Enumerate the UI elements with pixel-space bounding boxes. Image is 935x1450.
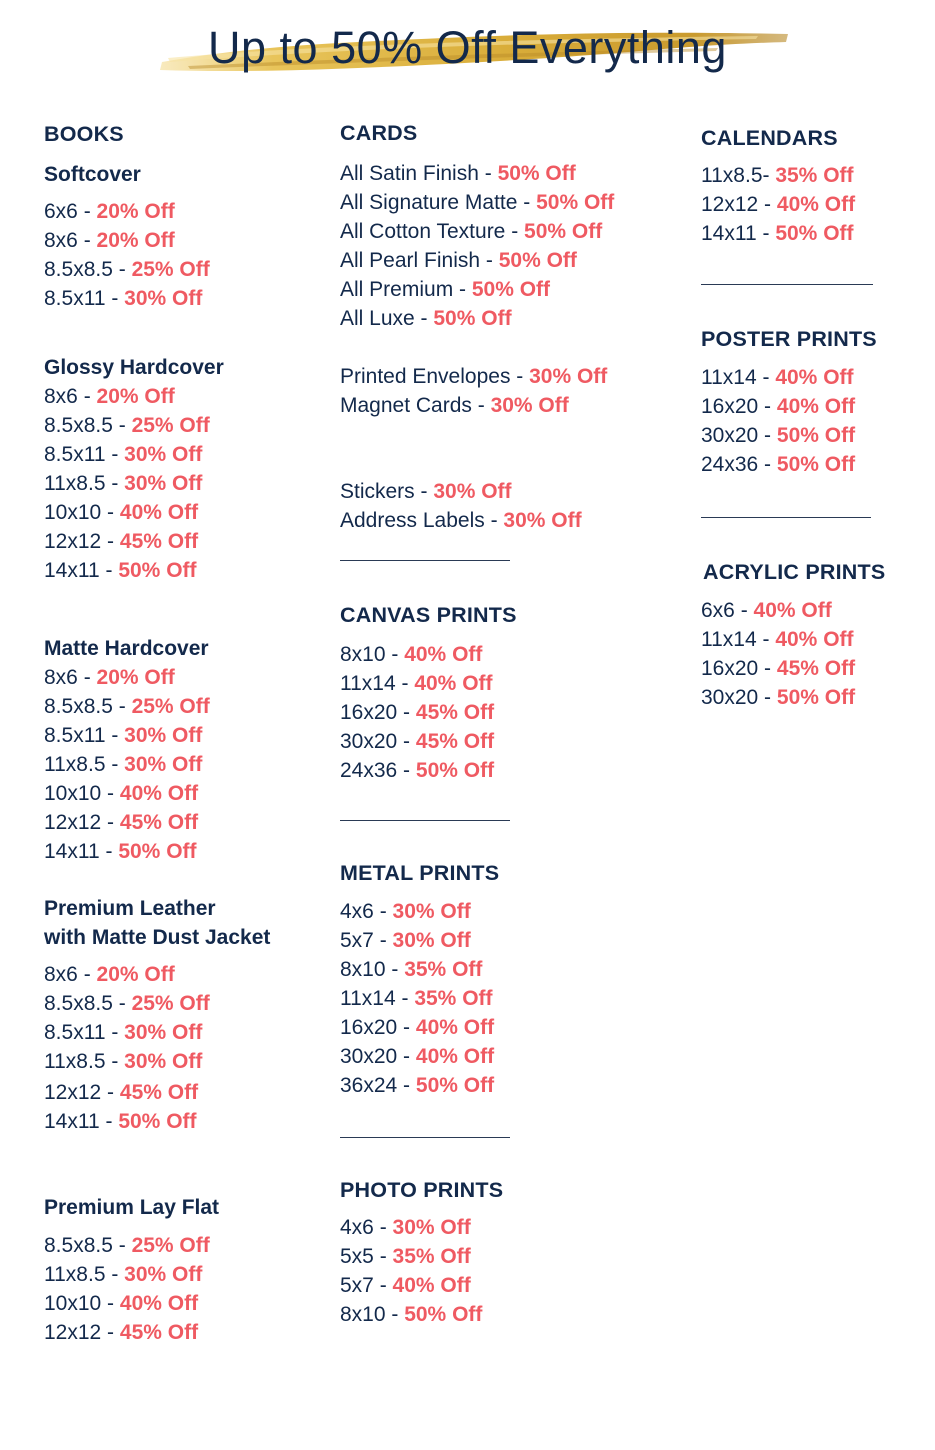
premium-lay-flat-list	[44, 1231, 324, 1347]
softcover-item: 8x6 - 20% Off	[44, 229, 175, 252]
cards-item: All Cotton Texture - 50% Off	[340, 220, 603, 243]
poster-prints-list	[701, 363, 926, 479]
divider	[340, 1137, 510, 1138]
layflat-item: 10x10 - 40% Off	[44, 1292, 199, 1315]
glossy-item: 11x8.5 - 30% Off	[44, 472, 203, 495]
poster-item: 16x20 - 40% Off	[701, 395, 856, 418]
softcover-item: 8.5x11 - 30% Off	[44, 287, 203, 310]
divider	[340, 560, 510, 561]
cards-item: All Luxe - 50% Off	[340, 307, 512, 330]
glossy-hardcover-heading: Glossy Hardcover	[44, 356, 224, 379]
layflat-item: 11x8.5 - 30% Off	[44, 1263, 203, 1286]
leather-item: 11x8.5 - 30% Off	[44, 1050, 203, 1073]
cards-labels-list	[340, 477, 680, 535]
metal-prints-heading: METAL PRINTS	[340, 861, 500, 885]
cards-item: All Pearl Finish - 50% Off	[340, 249, 577, 272]
premium-leather-list	[44, 960, 324, 1136]
leather-item: 14x11 - 50% Off	[44, 1110, 197, 1133]
photo-prints-heading: PHOTO PRINTS	[340, 1178, 504, 1202]
softcover-item: 6x6 - 20% Off	[44, 200, 175, 223]
matte-item: 14x11 - 50% Off	[44, 840, 197, 863]
canvas-item: 8x10 - 40% Off	[340, 643, 483, 666]
softcover-heading: Softcover	[44, 163, 141, 186]
cards-label-item: Stickers - 30% Off	[340, 480, 512, 503]
canvas-item: 24x36 - 50% Off	[340, 759, 495, 782]
calendars-item: 11x8.5- 35% Off	[701, 164, 854, 187]
poster-item: 24x36 - 50% Off	[701, 453, 856, 476]
photo-item: 4x6 - 30% Off	[340, 1216, 471, 1239]
matte-item: 10x10 - 40% Off	[44, 782, 199, 805]
photo-item: 5x5 - 35% Off	[340, 1245, 471, 1268]
metal-item: 16x20 - 40% Off	[340, 1016, 495, 1039]
poster-prints-heading: POSTER PRINTS	[701, 327, 877, 351]
divider	[701, 284, 873, 285]
books-heading: BOOKS	[44, 122, 124, 146]
glossy-item: 10x10 - 40% Off	[44, 501, 199, 524]
softcover-item: 8.5x8.5 - 25% Off	[44, 258, 210, 281]
poster-item: 30x20 - 50% Off	[701, 424, 856, 447]
glossy-item: 8.5x8.5 - 25% Off	[44, 414, 210, 437]
canvas-prints-heading: CANVAS PRINTS	[340, 603, 517, 627]
metal-item: 8x10 - 35% Off	[340, 958, 483, 981]
cards-item: All Satin Finish - 50% Off	[340, 162, 576, 185]
metal-item: 11x14 - 35% Off	[340, 987, 493, 1010]
calendars-prints-column	[701, 124, 926, 712]
banner-title: Up to 50% Off Everything	[208, 22, 727, 73]
banner	[0, 0, 935, 100]
books-column	[44, 120, 324, 1347]
matte-hardcover-list	[44, 663, 324, 866]
cards-prints-column	[340, 119, 680, 1329]
canvas-item: 16x20 - 45% Off	[340, 701, 495, 724]
acrylic-item: 11x14 - 40% Off	[701, 628, 854, 651]
cards-extra-item: Printed Envelopes - 30% Off	[340, 365, 608, 388]
matte-item: 8.5x8.5 - 25% Off	[44, 695, 210, 718]
metal-item: 36x24 - 50% Off	[340, 1074, 495, 1097]
glossy-item: 8.5x11 - 30% Off	[44, 443, 203, 466]
cards-extras-list	[340, 362, 680, 420]
acrylic-prints-heading: ACRYLIC PRINTS	[703, 560, 886, 584]
canvas-item: 30x20 - 45% Off	[340, 730, 495, 753]
cards-item: All Signature Matte - 50% Off	[340, 191, 615, 214]
matte-item: 8x6 - 20% Off	[44, 666, 175, 689]
leather-item: 8.5x8.5 - 25% Off	[44, 992, 210, 1015]
cards-heading: CARDS	[340, 121, 418, 145]
matte-item: 12x12 - 45% Off	[44, 811, 199, 834]
cards-extra-item: Magnet Cards - 30% Off	[340, 394, 569, 417]
poster-item: 11x14 - 40% Off	[701, 366, 854, 389]
acrylic-item: 30x20 - 50% Off	[701, 686, 856, 709]
matte-item: 11x8.5 - 30% Off	[44, 753, 203, 776]
photo-prints-list	[340, 1213, 680, 1329]
matte-item: 8.5x11 - 30% Off	[44, 724, 203, 747]
acrylic-item: 6x6 - 40% Off	[701, 599, 832, 622]
premium-lay-flat-heading: Premium Lay Flat	[44, 1196, 220, 1219]
cards-label-item: Address Labels - 30% Off	[340, 509, 582, 532]
metal-item: 5x7 - 30% Off	[340, 929, 471, 952]
glossy-item: 12x12 - 45% Off	[44, 530, 199, 553]
calendars-heading: CALENDARS	[701, 126, 838, 150]
photo-item: 5x7 - 40% Off	[340, 1274, 471, 1297]
leather-item: 12x12 - 45% Off	[44, 1081, 199, 1104]
acrylic-item: 16x20 - 45% Off	[701, 657, 856, 680]
softcover-list	[44, 197, 324, 313]
canvas-prints-list	[340, 640, 680, 785]
cards-item: All Premium - 50% Off	[340, 278, 551, 301]
cards-finishes-list	[340, 159, 680, 333]
acrylic-prints-list	[701, 596, 926, 712]
glossy-item: 8x6 - 20% Off	[44, 385, 175, 408]
canvas-item: 11x14 - 40% Off	[340, 672, 493, 695]
metal-item: 4x6 - 30% Off	[340, 900, 471, 923]
calendars-item: 14x11 - 50% Off	[701, 222, 854, 245]
glossy-item: 14x11 - 50% Off	[44, 559, 197, 582]
matte-hardcover-heading: Matte Hardcover	[44, 637, 209, 660]
premium-leather-heading: Premium Leather with Matte Dust Jacket	[44, 897, 271, 949]
divider	[340, 820, 510, 821]
glossy-hardcover-list	[44, 382, 324, 585]
calendars-item: 12x12 - 40% Off	[701, 193, 856, 216]
leather-item: 8x6 - 20% Off	[44, 963, 175, 986]
divider	[701, 517, 871, 518]
metal-item: 30x20 - 40% Off	[340, 1045, 495, 1068]
metal-prints-list	[340, 897, 680, 1100]
calendars-list	[701, 161, 926, 248]
leather-item: 8.5x11 - 30% Off	[44, 1021, 203, 1044]
layflat-item: 8.5x8.5 - 25% Off	[44, 1234, 210, 1257]
photo-item: 8x10 - 50% Off	[340, 1303, 483, 1326]
layflat-item: 12x12 - 45% Off	[44, 1321, 199, 1344]
